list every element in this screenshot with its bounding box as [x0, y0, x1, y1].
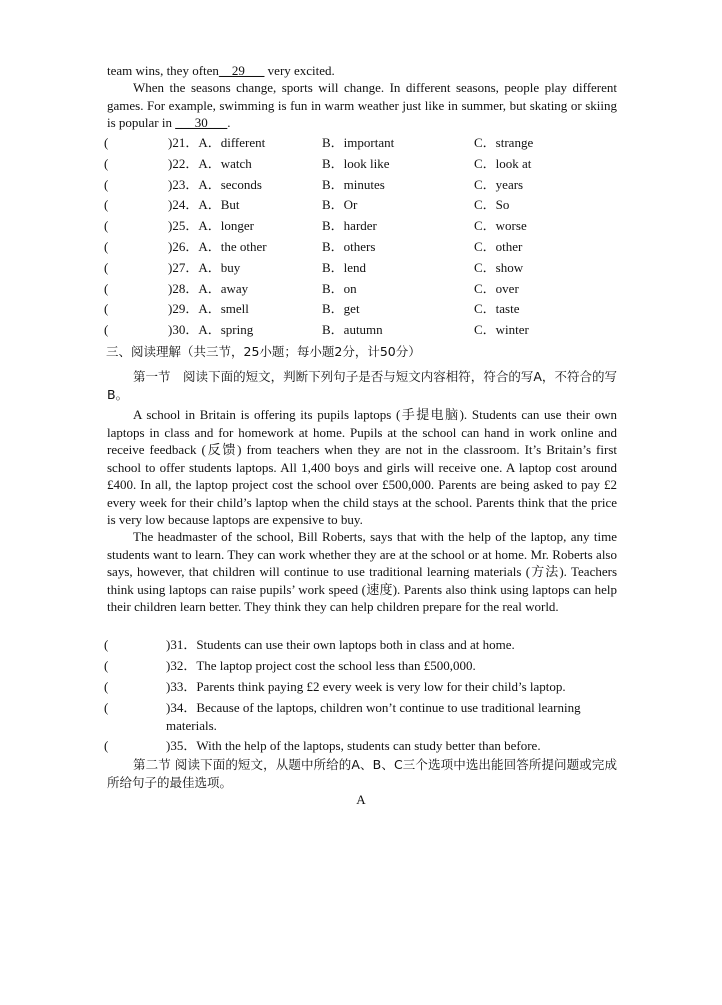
cloze-question-row: [104, 155, 624, 173]
question-number-option-a: )25．A．longer: [168, 218, 254, 234]
option-c: C．years: [474, 176, 524, 192]
answer-paren: (: [104, 322, 109, 338]
cloze-question-row: [104, 321, 624, 339]
cloze-question-row: [104, 300, 624, 318]
option-b: B．others: [322, 239, 376, 254]
cloze-question-row: [104, 217, 624, 235]
option-c: C．look at: [474, 155, 532, 171]
question-number-option-a: )28．A．away: [168, 280, 249, 296]
answer-paren: (: [104, 658, 109, 673]
question-number-option-a: )29．A．smell: [168, 301, 249, 317]
option-b: B．minutes: [322, 176, 385, 192]
question-text: )32．The laptop project cost the school less than £500,000.: [166, 658, 476, 673]
section-heading: 三、阅读理解（共三节，25小题；每小题2分，计50分）: [106, 344, 421, 359]
answer-paren: (: [104, 280, 109, 296]
blank-29: __29___: [218, 63, 265, 78]
option-c: C．taste: [474, 301, 520, 317]
answer-paren: (: [104, 155, 109, 171]
cloze-passage-paragraph: [107, 79, 617, 132]
option-c: C．strange: [474, 135, 534, 150]
cloze-question-row: [104, 280, 624, 298]
option-c: C．over: [474, 280, 519, 296]
cloze-text: .: [227, 115, 231, 130]
option-c: C．worse: [474, 218, 527, 234]
cloze-text: team wins, they often: [107, 63, 219, 78]
option-b: B．lend: [322, 259, 367, 275]
option-b: B．Or: [322, 197, 358, 213]
cloze-text: When the seasons change, sports will change. In different seasons, people play different games. For example, swimming is fun in warm weather just like in summer, but skating or skiing is popular in: [107, 80, 617, 130]
reading-passage-paragraph-1: A school in Britain is offering its pupils laptops (手提电脑). Students can use their own laptops in class and for homework at home. Pupils at the school can hand in work online and receive feedback (反馈) from teachers when they are not in the classroom. It’s Britain’s first school to offer students laptops. All 1,400 boys and girls will receive one. A laptop cost around £400. In all, the laptop project cost the school over £500,000. Parents are being asked to pay £2 every week for their child’s laptop when the child stays at the school. Parents think that the price is very low because laptops are expensive to buy.: [107, 407, 617, 527]
cloze-question-row: [104, 176, 624, 194]
cloze-question-row: [104, 238, 624, 256]
answer-paren: (: [104, 679, 109, 694]
option-c: C．other: [474, 239, 523, 254]
answer-paren: (: [104, 176, 109, 192]
question-text: )35．With the help of the laptops, students can study better than before.: [166, 738, 541, 753]
question-text: )33．Parents think paying £2 every week is very low for their child’s laptop.: [166, 679, 566, 694]
question-number-option-a: )22．A．watch: [168, 155, 252, 171]
blank-30: ___30___: [175, 115, 228, 130]
passage-label: A: [356, 792, 366, 807]
option-c: C．show: [474, 259, 524, 275]
answer-paren: (: [104, 259, 109, 275]
answer-paren: (: [104, 301, 109, 317]
answer-paren: (: [104, 135, 109, 150]
option-b: B．look like: [322, 155, 390, 171]
option-c: C．winter: [474, 322, 529, 338]
answer-paren: (: [104, 218, 109, 234]
question-number-option-a: )30．A．spring: [168, 322, 254, 338]
option-c: C．So: [474, 197, 510, 213]
answer-paren: (: [104, 239, 109, 254]
question-number-option-a: )21．A．different: [168, 135, 266, 150]
cloze-question-row: [104, 259, 624, 277]
option-b: B．on: [322, 280, 357, 296]
answer-paren: (: [104, 637, 109, 652]
question-number-option-a: )26．A．the other: [168, 239, 267, 254]
option-b: B．get: [322, 301, 360, 317]
question-number-option-a: )27．A．buy: [168, 259, 241, 275]
answer-paren: (: [104, 700, 109, 715]
option-b: B．autumn: [322, 322, 383, 338]
question-number-option-a: )23．A．seconds: [168, 176, 262, 192]
reading-passage-paragraph-2: The headmaster of the school, Bill Roberts, says that with the help of the laptop, any time students want to learn. They can work whether they are at the school or at home. Mr. Roberts also says, however, that children will continue to use traditional learning materials (方法). Teachers think using laptops can raise pupils’ work speed (速度). Parents also think using laptops can help their children learn better. They think they can help children prepare for the real world.: [107, 529, 617, 614]
cloze-passage-line: [107, 62, 617, 80]
cloze-text: very excited.: [264, 63, 335, 78]
part1-instruction: 第一节 阅读下面的短文，判断下列句子是否与短文内容相符，符合的写A，不符合的写B。: [107, 369, 617, 402]
option-b: B．harder: [322, 218, 377, 234]
answer-paren: (: [104, 197, 109, 213]
cloze-question-row: [104, 134, 624, 152]
option-b: B．important: [322, 135, 395, 150]
question-text: )31．Students can use their own laptops both in class and at home.: [166, 637, 515, 652]
question-number-option-a: )24．A．But: [168, 197, 240, 213]
answer-paren: (: [104, 738, 109, 753]
question-text: )34．Because of the laptops, children won’t continue to use traditional learning materials.: [166, 700, 581, 733]
cloze-question-row: [104, 196, 624, 214]
part2-instruction: 第二节 阅读下面的短文，从题中所给的A、B、C三个选项中选出能回答所提问题或完成所给句子的最佳选项。: [107, 757, 617, 790]
